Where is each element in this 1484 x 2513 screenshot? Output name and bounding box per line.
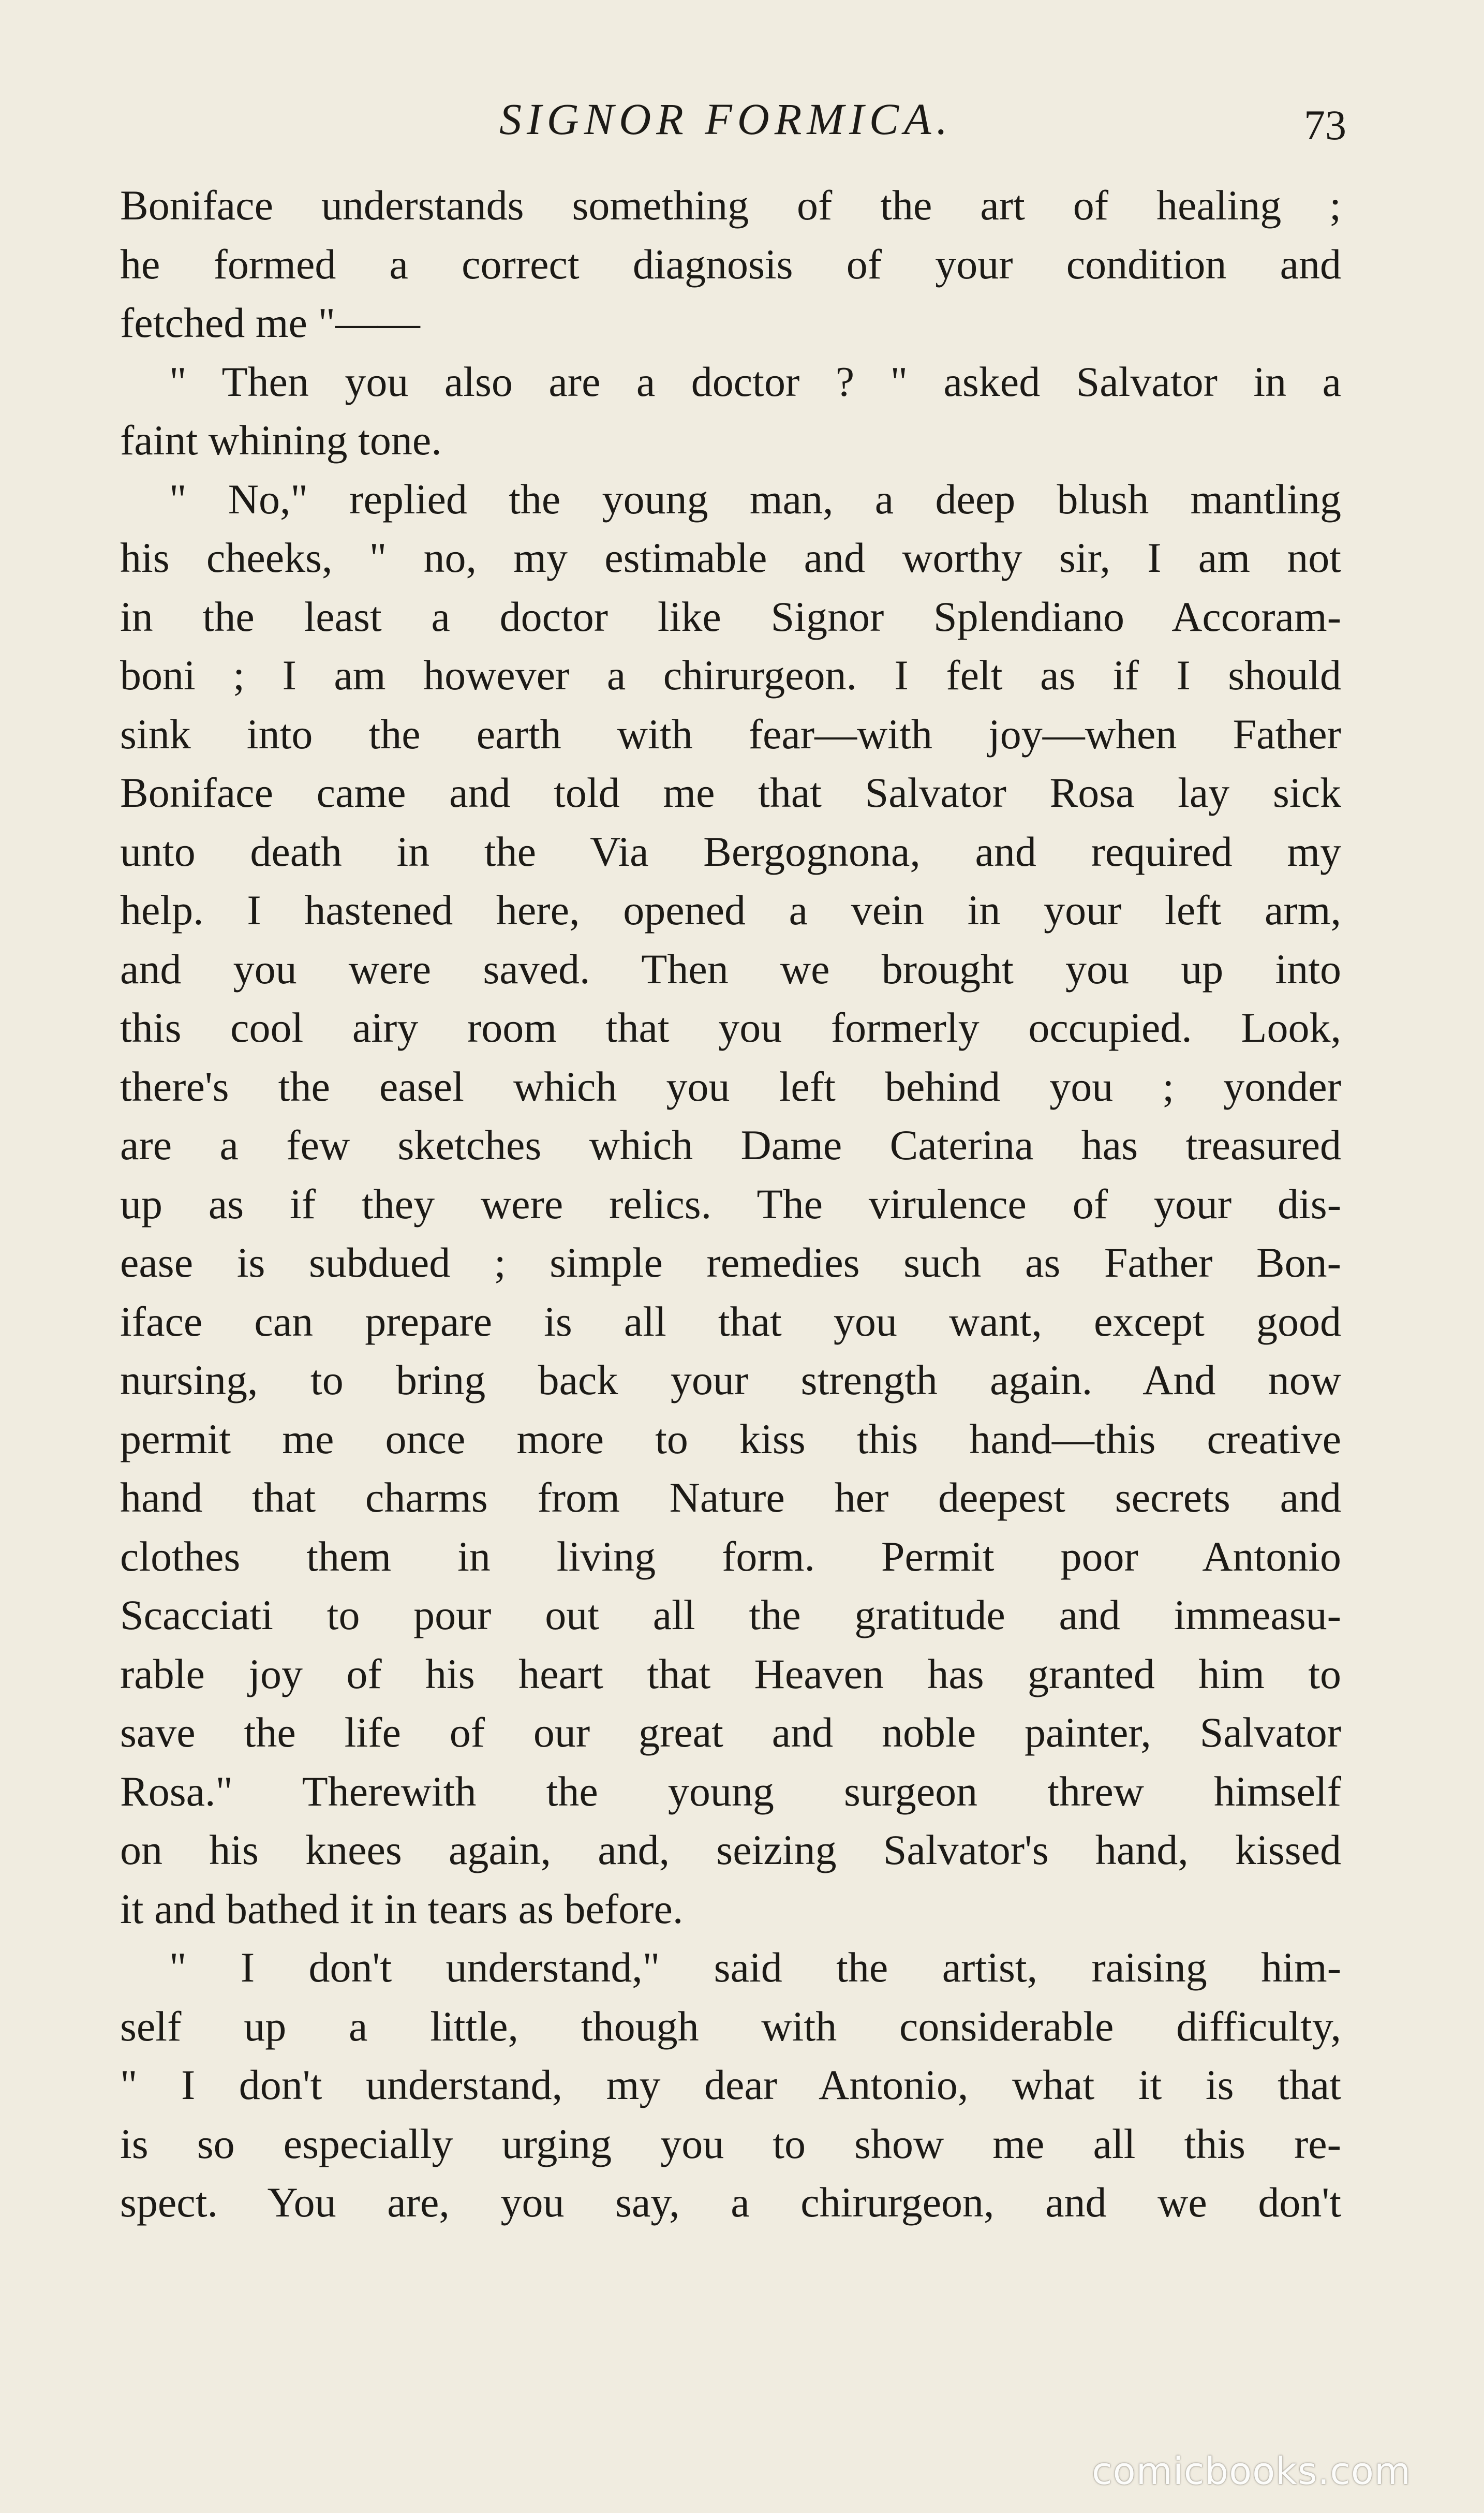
text-line: " Then you also are a doctor ? " asked Salvator in a xyxy=(169,358,1341,405)
text-line: clothes them in living form. Permit poor Antonio xyxy=(120,1532,1341,1580)
text-line: his cheeks, " no, my estimable and worthy sir, I am not xyxy=(120,534,1341,581)
text-line: iface can prepare is all that you want, except good xyxy=(120,1297,1341,1345)
text-line: nursing, to bring back your strength again. And now xyxy=(120,1356,1341,1403)
text-line: this cool airy room that you formerly occupied. Look, xyxy=(120,1004,1341,1051)
body-text xyxy=(120,176,1341,2232)
text-line: rable joy of his heart that Heaven has granted him to xyxy=(120,1650,1341,1697)
text-line: up as if they were relics. The virulence of your dis- xyxy=(120,1180,1341,1228)
text-line: Scacciati to pour out all the gratitude and immeasu- xyxy=(120,1591,1341,1638)
text-line: unto death in the Via Bergognona, and required my xyxy=(120,827,1341,875)
text-line: " I don't understand, my dear Antonio, what it is that xyxy=(120,2061,1341,2108)
text-line: Boniface came and told me that Salvator Rosa lay sick xyxy=(120,769,1341,816)
text-line: on his knees again, and, seizing Salvator's hand, kissed xyxy=(120,1826,1341,1873)
page-number: 73 xyxy=(1304,101,1346,149)
text-line: save the life of our great and noble painter, Salvator xyxy=(120,1709,1341,1756)
text-line: Rosa." Therewith the young surgeon threw himself xyxy=(120,1767,1341,1815)
text-line: fetched me "—— xyxy=(120,299,420,346)
text-line: ease is subdued ; simple remedies such as Father Bon- xyxy=(120,1239,1341,1286)
text-line: spect. You are, you say, a chirurgeon, and we don't xyxy=(120,2179,1341,2226)
text-line: in the least a doctor like Signor Splendiano Accoram- xyxy=(120,593,1341,640)
text-line: there's the easel which you left behind you ; yonder xyxy=(120,1062,1341,1110)
text-line: " I don't understand," said the artist, raising him- xyxy=(169,1944,1341,1991)
text-line: faint whining tone. xyxy=(120,417,442,464)
text-line: and you were saved. Then we brought you up into xyxy=(120,945,1341,993)
text-line: is so especially urging you to show me all this re- xyxy=(120,2120,1341,2167)
text-line: it and bathed it in tears as before. xyxy=(120,1885,684,1932)
text-line: permit me once more to kiss this hand—this creative xyxy=(120,1415,1341,1462)
text-line: sink into the earth with fear—with joy—when Father xyxy=(120,710,1341,758)
running-title: SIGNOR FORMICA. xyxy=(499,94,953,144)
text-line: boni ; I am however a chirurgeon. I felt as if I should xyxy=(120,652,1341,699)
text-line: " No," replied the young man, a deep blush mantling xyxy=(169,475,1341,523)
text-line: are a few sketches which Dame Caterina has treasured xyxy=(120,1121,1341,1169)
text-line: he formed a correct diagnosis of your condition and xyxy=(120,240,1341,288)
watermark: comicbooks.com xyxy=(1092,2449,1412,2493)
page-header xyxy=(0,88,1484,150)
text-line: Boniface understands something of the art of healing ; xyxy=(120,182,1341,229)
text-line: help. I hastened here, opened a vein in your left arm, xyxy=(120,886,1341,934)
text-line: hand that charms from Nature her deepest secrets and xyxy=(120,1474,1341,1521)
text-line: self up a little, though with considerable difficulty, xyxy=(120,2002,1341,2050)
